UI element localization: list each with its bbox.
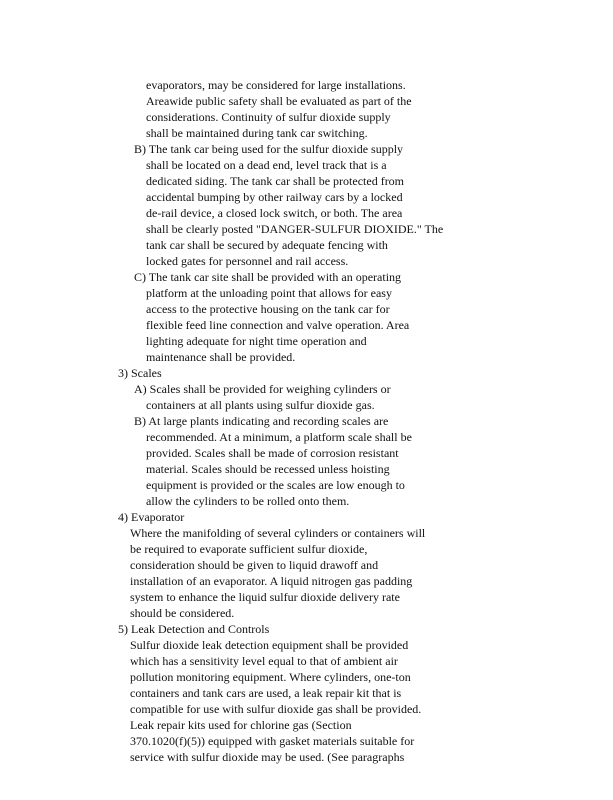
- text-line: consideration should be given to liquid drawoff and: [130, 558, 379, 572]
- text-line: shall be clearly posted "DANGER-SULFUR DIOXIDE." The: [146, 222, 444, 236]
- text-line: C) The tank car site shall be provided with an operating: [134, 270, 402, 284]
- text-line: which has a sensitivity level equal to that of ambient air: [130, 654, 398, 668]
- text-line: platform at the unloading point that allows for easy: [146, 286, 392, 300]
- text-line: system to enhance the liquid sulfur dioxide delivery rate: [130, 590, 400, 604]
- text-line: provided. Scales shall be made of corrosion resistant: [146, 446, 399, 460]
- text-line: lighting adequate for night time operation and: [146, 334, 367, 348]
- text-line: service with sulfur dioxide may be used. (See paragraphs: [130, 750, 405, 764]
- text-line: A) Scales shall be provided for weighing cylinders or: [134, 382, 391, 396]
- text-line: be required to evaporate sufficient sulfur dioxide,: [130, 542, 368, 556]
- text-line: containers at all plants using sulfur dioxide gas.: [146, 398, 375, 412]
- text-line: access to the protective housing on the tank car for: [146, 302, 390, 316]
- section-heading: 5) Leak Detection and Controls: [118, 622, 270, 636]
- text-line: containers and tank cars are used, a leak repair kit that is: [130, 686, 402, 700]
- text-line: locked gates for personnel and rail access.: [146, 254, 349, 268]
- text-line: considerations. Continuity of sulfur dioxide supply: [146, 110, 391, 124]
- text-line: shall be maintained during tank car switching.: [146, 126, 368, 140]
- text-line: should be considered.: [130, 606, 235, 620]
- text-line: dedicated siding. The tank car shall be protected from: [146, 174, 405, 188]
- text-line: installation of an evaporator. A liquid nitrogen gas padding: [130, 574, 413, 588]
- text-line: de-rail device, a closed lock switch, or both. The area: [146, 206, 403, 220]
- text-line: evaporators, may be considered for large installations.: [146, 78, 406, 92]
- text-line: Leak repair kits used for chlorine gas (Section: [130, 718, 352, 732]
- text-line: material. Scales should be recessed unless hoisting: [146, 462, 390, 476]
- text-line: tank car shall be secured by adequate fencing with: [146, 238, 388, 252]
- text-line: compatible for use with sulfur dioxide gas shall be provided.: [130, 702, 422, 716]
- section-heading: 4) Evaporator: [118, 510, 185, 524]
- text-line: 370.1020(f)(5)) equipped with gasket materials suitable for: [130, 734, 415, 748]
- text-line: recommended. At a minimum, a platform scale shall be: [146, 430, 412, 444]
- text-line: Areawide public safety shall be evaluated as part of the: [146, 94, 412, 108]
- section-heading: 3) Scales: [118, 366, 162, 380]
- text-line: maintenance shall be provided.: [146, 350, 296, 364]
- text-line: Where the manifolding of several cylinders or containers will: [130, 526, 426, 540]
- text-line: equipment is provided or the scales are low enough to: [146, 478, 405, 492]
- text-line: B) At large plants indicating and recording scales are: [134, 414, 389, 428]
- text-line: accidental bumping by other railway cars by a locked: [146, 190, 403, 204]
- text-line: pollution monitoring equipment. Where cylinders, one-ton: [130, 670, 411, 684]
- text-line: B) The tank car being used for the sulfur dioxide supply: [134, 142, 404, 156]
- text-line: flexible feed line connection and valve operation. Area: [146, 318, 410, 332]
- text-line: Sulfur dioxide leak detection equipment shall be provided: [130, 638, 409, 652]
- text-line: shall be located on a dead end, level track that is a: [146, 158, 387, 172]
- text-line: allow the cylinders to be rolled onto them.: [146, 494, 350, 508]
